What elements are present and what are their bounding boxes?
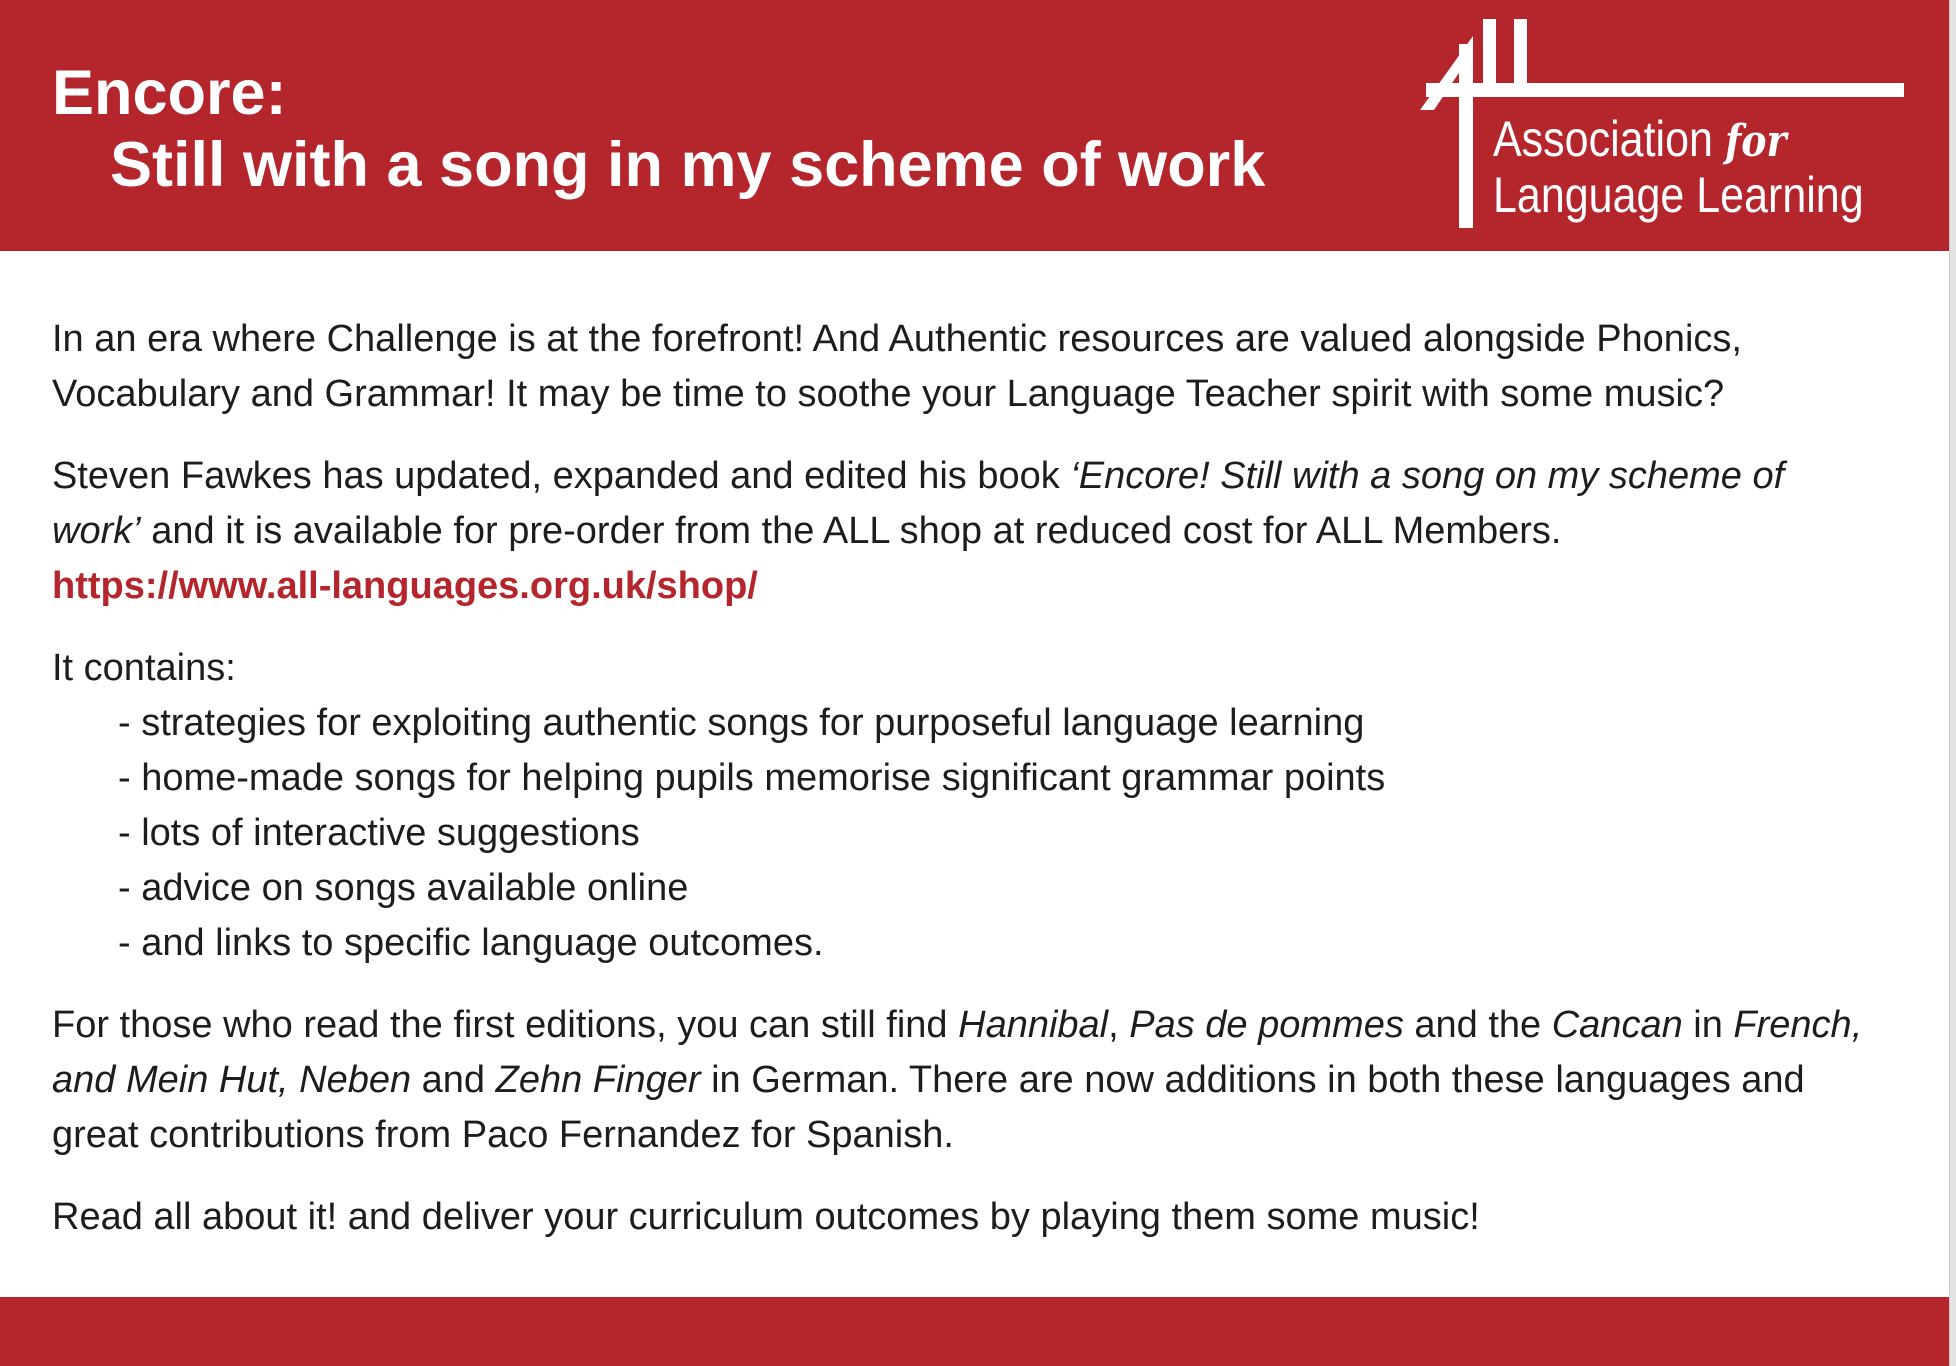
- org-name-association: Association: [1493, 111, 1713, 167]
- list-item: - and links to specific language outcomes.: [118, 922, 824, 964]
- org-name-line-2: Language Learning: [1493, 167, 1864, 223]
- announcement-text: and it is available for pre-order from the ALL shop at reduced cost for ALL Members.: [140, 510, 1562, 552]
- title-line-1: Encore:: [52, 58, 287, 128]
- song-title: Pas de pommes: [1129, 1004, 1404, 1046]
- shop-link-line: [52, 559, 1862, 614]
- article-body: [52, 312, 1862, 1272]
- contents-label: It contains:: [52, 647, 236, 689]
- title-line-2: Still with a song in my scheme of work: [110, 130, 1266, 200]
- logo-l-stem-2: [1514, 19, 1527, 97]
- song-title: Hannibal: [958, 1004, 1109, 1046]
- editions-text: For those who read the first editions, you can still find: [52, 1004, 959, 1046]
- logo-underline-bar: [1426, 83, 1904, 97]
- org-name-line-1: [1493, 111, 1787, 167]
- closing-paragraph: [52, 1190, 1862, 1245]
- announcement-text: Steven Fawkes has updated, expanded and edited his book: [52, 455, 1071, 497]
- contents-section: [52, 641, 1862, 971]
- editions-line: [52, 1053, 1862, 1108]
- contents-list: [52, 696, 1862, 971]
- list-item: - home-made songs for helping pupils memorise significant grammar points: [118, 757, 1386, 799]
- logo-a-stem: [1459, 44, 1473, 228]
- book-title: work’: [52, 510, 141, 552]
- list-item: - strategies for exploiting authentic songs for purposeful language learning: [118, 702, 1365, 744]
- footer-band: [0, 1297, 1949, 1366]
- editions-line: [52, 998, 1862, 1053]
- list-item: - lots of interactive suggestions: [118, 812, 640, 854]
- song-title: Cancan: [1551, 1004, 1683, 1046]
- editions-text: in: [1682, 1004, 1734, 1046]
- editions-text: and the: [1403, 1004, 1552, 1046]
- book-title: ‘Encore! Still with a song on my scheme of: [1070, 455, 1785, 497]
- list-item: - advice on songs available online: [118, 867, 689, 909]
- shop-link[interactable]: https://www.all-languages.org.uk/shop/: [52, 565, 758, 607]
- page-edge: [1949, 0, 1956, 1366]
- closing-line: Read all about it! and deliver your curriculum outcomes by playing them some music!: [52, 1196, 1480, 1238]
- editions-text: in German. There are now additions in both these languages and: [700, 1059, 1805, 1101]
- intro-line: In an era where Challenge is at the forefront! And Authentic resources are valued alongside Phonics,: [52, 318, 1742, 360]
- language-name: French,: [1733, 1004, 1863, 1046]
- logo-l-stem-1: [1483, 19, 1496, 97]
- intro-line: Vocabulary and Grammar! It may be time to soothe your Language Teacher spirit with some music?: [52, 373, 1725, 415]
- song-title: and Mein Hut, Neben: [52, 1059, 412, 1101]
- song-title: Zehn Finger: [495, 1059, 701, 1101]
- editions-paragraph: [52, 998, 1862, 1163]
- header-banner: [0, 0, 1949, 251]
- intro-paragraph: [52, 312, 1862, 422]
- announcement-line: [52, 449, 1862, 504]
- announcement-line: [52, 504, 1862, 559]
- announcement-paragraph: [52, 449, 1862, 614]
- editions-text: and: [411, 1059, 496, 1101]
- editions-line: great contributions from Paco Fernandez for Spanish.: [52, 1114, 954, 1156]
- editions-text: ,: [1108, 1004, 1130, 1046]
- org-name-for: for: [1724, 116, 1787, 167]
